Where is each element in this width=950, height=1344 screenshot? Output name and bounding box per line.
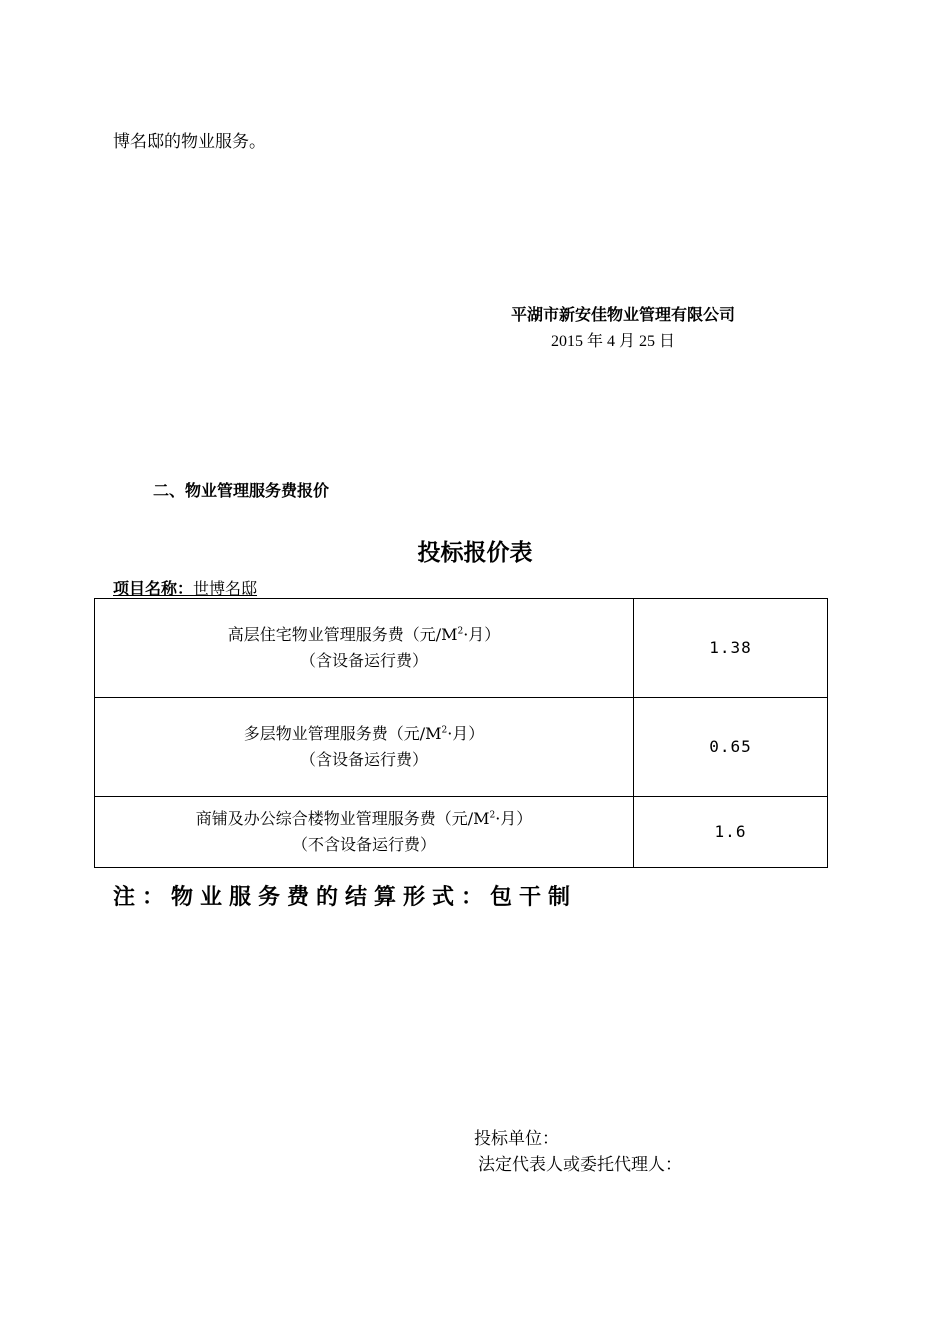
table-row [95, 797, 828, 868]
quote-table [94, 598, 828, 868]
legal-representative-label: 法定代表人或委托代理人： [478, 1155, 682, 1175]
project-name-line [113, 576, 257, 599]
fee-item-cell [95, 797, 634, 868]
project-name-label: 项目名称： [113, 579, 194, 598]
fee-item-label: 高层住宅物业管理服务费（元$/M^2\cdot$月） [227, 625, 501, 644]
section-heading: 二、物业管理服务费报价 [153, 481, 330, 500]
project-name-value: 世博名邸 [193, 579, 258, 598]
fee-item-note: （含设备运行费） [299, 651, 428, 670]
fee-item-note: （含设备运行费） [299, 750, 428, 769]
table-title: 投标报价表 [417, 540, 533, 566]
fee-price-cell: 1.38 [634, 599, 828, 698]
fee-item-cell [95, 599, 634, 698]
signature-date: 2015 年 4 月 25 日 [551, 333, 676, 350]
fee-item-label: 商铺及办公综合楼物业管理服务费（元$/M^2\cdot$月） [195, 809, 533, 828]
intro-paragraph-tail: 博名邸的物业服务。 [113, 132, 266, 152]
fee-price-cell: 0.65 [634, 698, 828, 797]
settlement-note: 注：物业服务费的结算形式：包干制 [113, 885, 578, 910]
bidder-label: 投标单位： [474, 1129, 559, 1149]
table-row [95, 599, 828, 698]
company-signature: 平湖市新安佳物业管理有限公司 [511, 305, 736, 324]
fee-item-label: 多层物业管理服务费（元$/M^2\cdot$月） [243, 724, 485, 743]
fee-price-cell: 1.6 [634, 797, 828, 868]
fee-item-note: （不含设备运行费） [291, 835, 436, 854]
table-row [95, 698, 828, 797]
fee-item-cell [95, 698, 634, 797]
